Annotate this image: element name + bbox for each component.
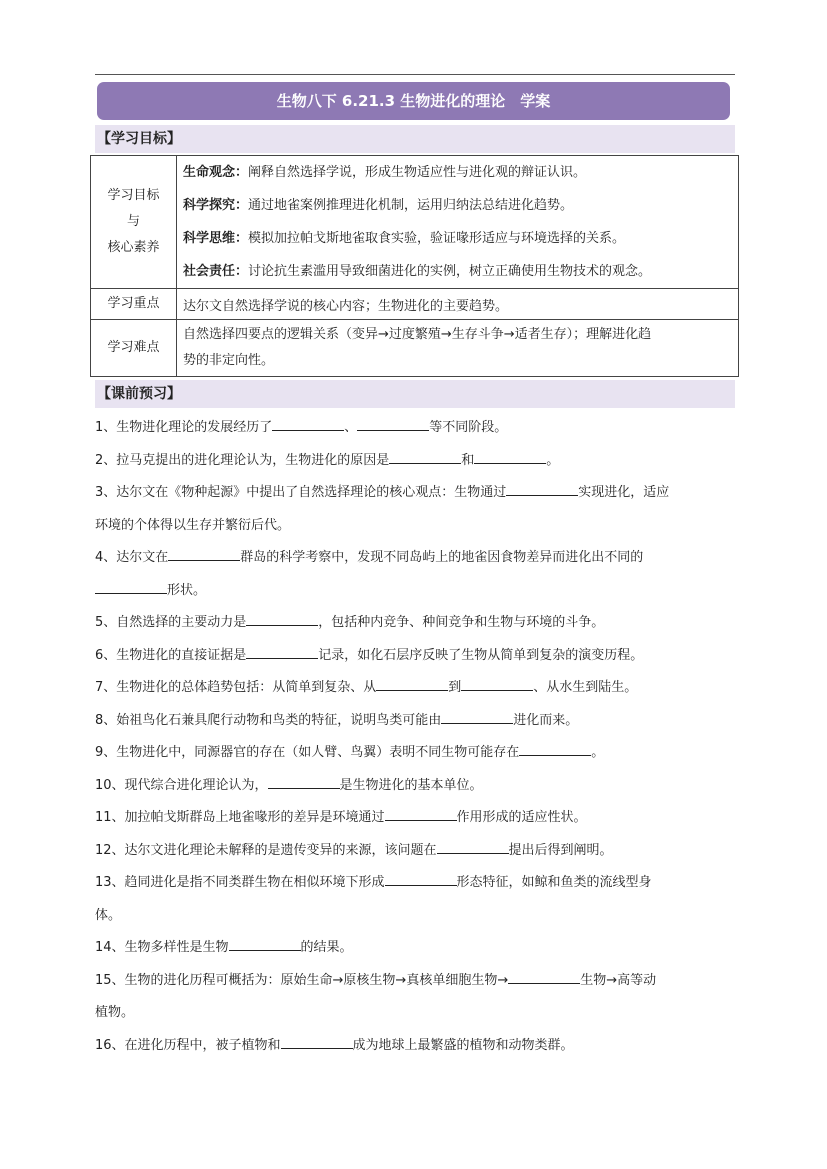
question-text: 12、达尔文进化理论未解释的是遗传变异的来源，该问题在 xyxy=(95,842,437,858)
question-text: 是生物进化的基本单位。 xyxy=(339,777,483,793)
question-13-cont xyxy=(95,900,735,933)
answer-blank[interactable] xyxy=(385,871,457,886)
difficulty-line: 自然选择四要点的逻辑关系（变异→过度繁殖→生存斗争→适者生存）；理解进化趋 xyxy=(183,327,652,342)
answer-blank[interactable] xyxy=(246,644,318,659)
answer-blank[interactable] xyxy=(508,969,580,984)
question-text: 2、拉马克提出的进化理论认为，生物进化的原因是 xyxy=(95,452,390,468)
question-text: 形状。 xyxy=(167,582,207,598)
question-text: 3、达尔文在《物种起源》中提出了自然选择理论的核心观点：生物通过 xyxy=(95,485,507,500)
goal-key: 科学思维： xyxy=(183,231,249,246)
question-text: 到 xyxy=(448,680,462,695)
question-text: 。 xyxy=(591,745,605,760)
goal-text: 模拟加拉帕戈斯地雀取食实验，验证喙形适应与环境选择的关系。 xyxy=(248,231,626,246)
answer-blank[interactable] xyxy=(246,611,318,626)
question-2 xyxy=(95,445,735,478)
answer-blank[interactable] xyxy=(95,579,167,594)
goal-item xyxy=(183,255,732,288)
question-text: 、 xyxy=(344,420,358,435)
question-text: 提出后得到阐明。 xyxy=(508,842,613,858)
question-11 xyxy=(95,802,735,835)
question-14 xyxy=(95,932,735,965)
top-rule xyxy=(95,74,735,75)
question-text: 。 xyxy=(546,452,560,468)
page-title: 生物八下 6.21.3 生物进化的理论 学案 xyxy=(97,82,730,120)
question-text: 群岛的科学考察中，发现不同岛屿上的地雀因食物差异而进化出不同的 xyxy=(240,550,644,565)
answer-blank[interactable] xyxy=(229,936,301,951)
goals-label-line: 与 xyxy=(126,214,140,229)
focus-text: 达尔文自然选择学说的核心内容；生物进化的主要趋势。 xyxy=(177,289,739,320)
question-3 xyxy=(95,477,735,510)
answer-blank[interactable] xyxy=(268,774,340,789)
question-15 xyxy=(95,965,735,998)
question-text: 15、生物的进化历程可概括为：原始生命→原核生物→真核单细胞生物→ xyxy=(95,972,509,988)
question-4 xyxy=(95,542,735,575)
difficulty-label: 学习难点 xyxy=(91,320,177,377)
answer-blank[interactable] xyxy=(461,676,533,691)
question-text: 环境的个体得以生存并繁衍后代。 xyxy=(95,517,291,533)
answer-blank[interactable] xyxy=(168,546,240,561)
goal-item xyxy=(183,222,732,255)
question-3-cont xyxy=(95,510,735,543)
goal-key: 生命观念： xyxy=(183,165,249,180)
question-text: 体。 xyxy=(95,907,122,923)
question-8 xyxy=(95,705,735,738)
question-text: 13、趋同进化是指不同类群生物在相似环境下形成 xyxy=(95,875,385,890)
question-9 xyxy=(95,737,735,770)
question-text: 9、生物进化中，同源器官的存在（如人臂、鸟翼）表明不同生物可能存在 xyxy=(95,745,520,760)
question-4-cont xyxy=(95,575,735,608)
answer-blank[interactable] xyxy=(357,416,429,431)
difficulty-cell xyxy=(177,320,739,377)
goals-row-core xyxy=(91,156,739,289)
difficulty-line: 势的非定向性。 xyxy=(183,353,275,368)
answer-blank[interactable] xyxy=(519,741,591,756)
goals-content-cell xyxy=(177,156,739,289)
answer-blank[interactable] xyxy=(272,416,344,431)
question-text: 5、自然选择的主要动力是 xyxy=(95,615,247,630)
question-text: 11、加拉帕戈斯群岛上地雀喙形的差异是环境通过 xyxy=(95,810,385,825)
goals-table xyxy=(90,155,739,377)
goals-section-header: 【学习目标】 xyxy=(95,125,735,153)
question-text: 7、生物进化的总体趋势包括：从简单到复杂、从 xyxy=(95,680,377,695)
question-16 xyxy=(95,1030,735,1063)
answer-blank[interactable] xyxy=(281,1034,353,1049)
goal-key: 社会责任： xyxy=(183,264,249,279)
answer-blank[interactable] xyxy=(385,806,457,821)
goals-label-line: 学习目标 xyxy=(107,188,160,203)
goals-row-focus xyxy=(91,289,739,320)
question-text: 的结果。 xyxy=(300,940,353,955)
question-text: 、从水生到陆生。 xyxy=(533,680,638,695)
goal-text: 阐释自然选择学说，形成生物适应性与进化观的辩证认识。 xyxy=(248,165,587,180)
goals-label-cell xyxy=(91,156,177,289)
question-text: 16、在进化历程中，被子植物和 xyxy=(95,1037,281,1053)
goal-text: 通过地雀案例推理进化机制，运用归纳法总结进化趋势。 xyxy=(248,198,574,213)
question-text: 6、生物进化的直接证据是 xyxy=(95,647,247,663)
answer-blank[interactable] xyxy=(437,839,509,854)
question-text: 植物。 xyxy=(95,1005,135,1020)
question-text: 记录，如化石层序反映了生物从简单到复杂的演变历程。 xyxy=(318,647,644,663)
question-6 xyxy=(95,640,735,673)
preview-section-header: 【课前预习】 xyxy=(95,380,735,408)
answer-blank[interactable] xyxy=(506,481,578,496)
answer-blank[interactable] xyxy=(474,449,546,464)
question-5 xyxy=(95,607,735,640)
goal-item xyxy=(183,156,732,189)
answer-blank[interactable] xyxy=(376,676,448,691)
answer-blank[interactable] xyxy=(389,449,461,464)
question-text: 进化而来。 xyxy=(513,712,579,728)
question-text: ，包括种内竞争、种间竞争和生物与环境的斗争。 xyxy=(318,615,605,630)
question-text: 作用形成的适应性状。 xyxy=(456,810,587,825)
focus-label: 学习重点 xyxy=(91,289,177,320)
question-text: 形态特征，如鲸和鱼类的流线型身 xyxy=(456,875,652,890)
question-text: 生物→高等动 xyxy=(580,972,657,988)
question-text: 成为地球上最繁盛的植物和动物类群。 xyxy=(352,1037,574,1053)
question-1 xyxy=(95,412,735,445)
question-text: 8、始祖鸟化石兼具爬行动物和鸟类的特征，说明鸟类可能由 xyxy=(95,712,442,728)
goal-key: 科学探究： xyxy=(183,198,249,213)
question-text: 10、现代综合进化理论认为， xyxy=(95,777,268,793)
question-text: 4、达尔文在 xyxy=(95,550,169,565)
goal-text: 讨论抗生素滥用导致细菌进化的实例，树立正确使用生物技术的观念。 xyxy=(248,264,652,279)
goals-row-difficulty xyxy=(91,320,739,377)
question-15-cont xyxy=(95,997,735,1030)
question-13 xyxy=(95,867,735,900)
question-text: 等不同阶段。 xyxy=(429,420,508,435)
question-10 xyxy=(95,770,735,803)
preview-list xyxy=(95,412,735,1062)
question-12 xyxy=(95,835,735,868)
question-7 xyxy=(95,672,735,705)
question-text: 和 xyxy=(461,452,475,468)
question-text: 1、生物进化理论的发展经历了 xyxy=(95,420,273,435)
goals-label-line: 核心素养 xyxy=(107,240,160,255)
question-text: 14、生物多样性是生物 xyxy=(95,940,229,955)
question-text: 实现进化，适应 xyxy=(578,485,670,500)
goal-item xyxy=(183,189,732,222)
answer-blank[interactable] xyxy=(441,709,513,724)
